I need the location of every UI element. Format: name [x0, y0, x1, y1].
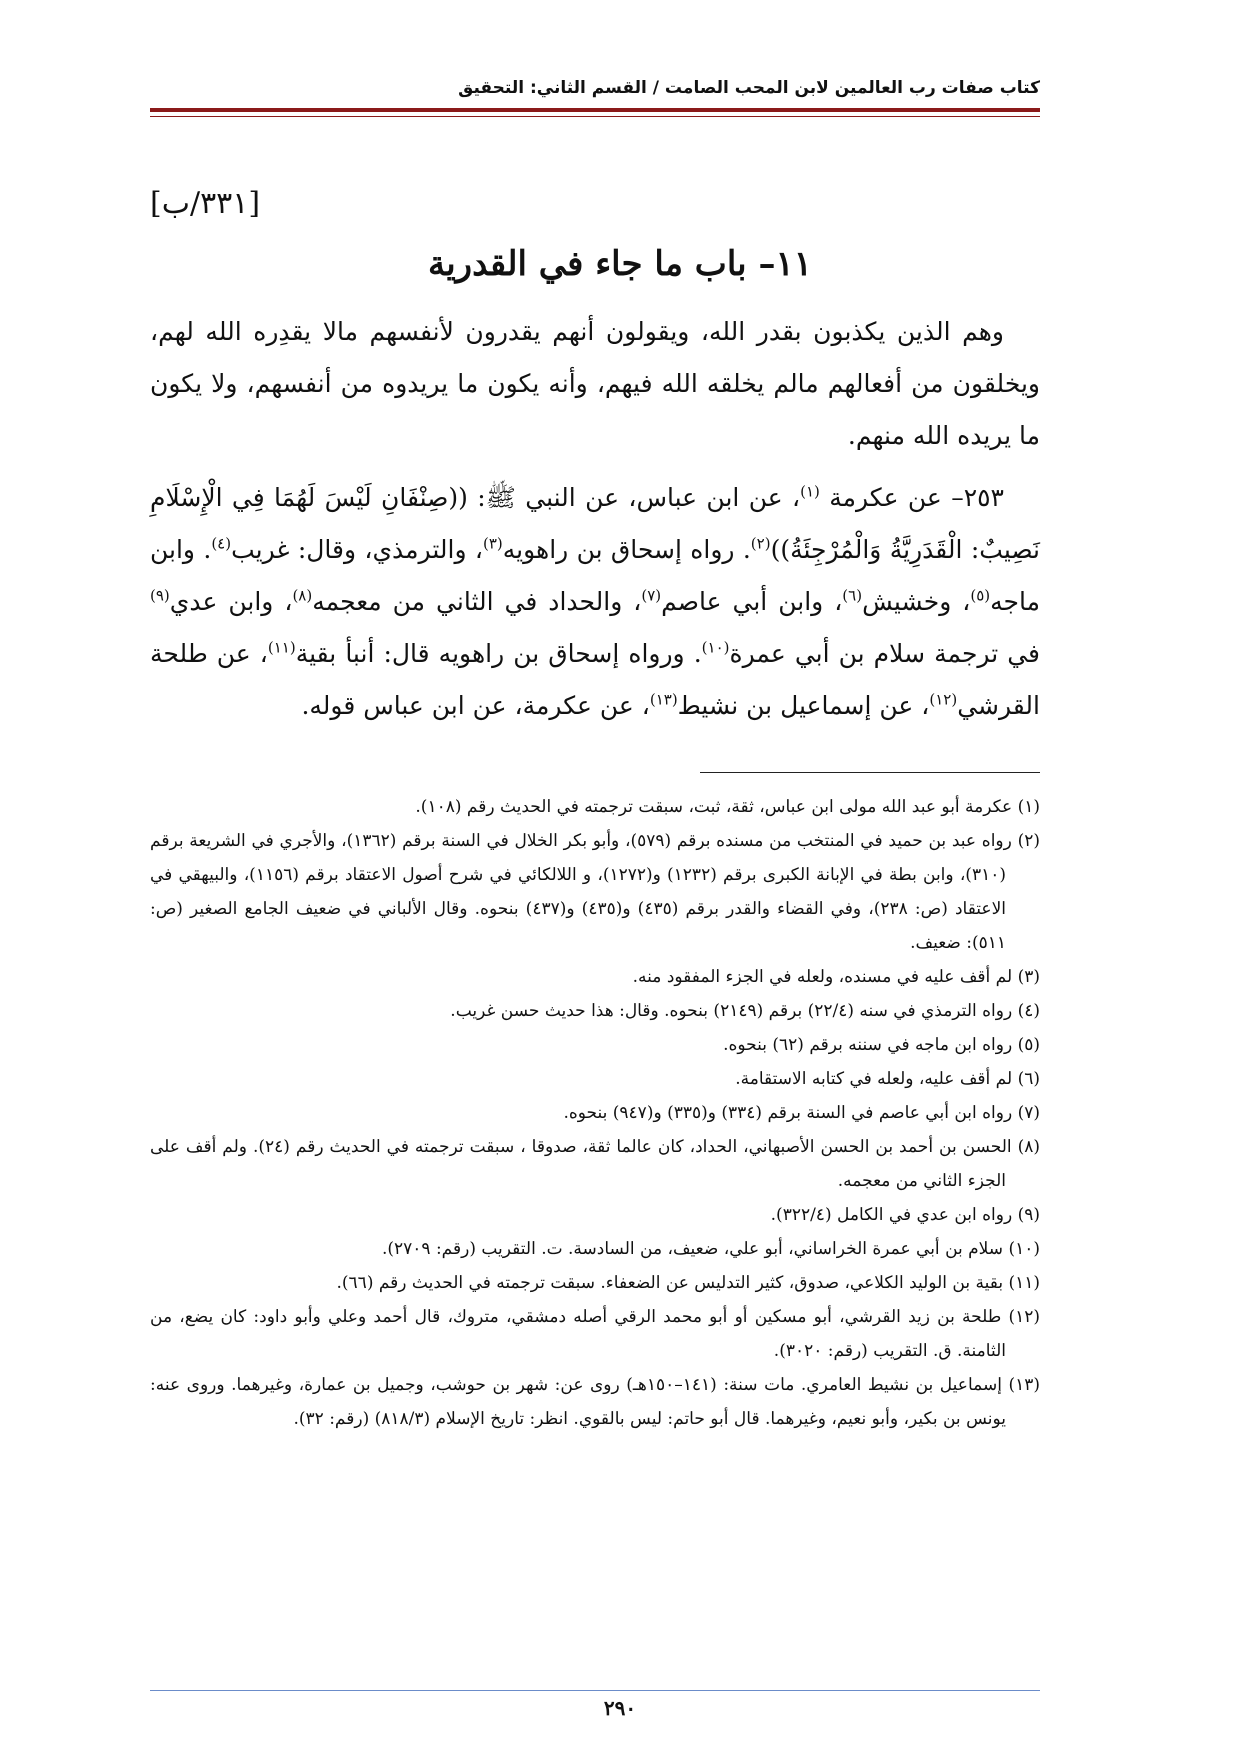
- running-header: كتاب صفات رب العالمين لابن المحب الصامت / القسم الثاني: التحقيق: [458, 78, 1040, 98]
- footnote-marker[interactable]: (٨): [292, 586, 313, 605]
- header-rule: [150, 108, 1040, 112]
- footnote-marker[interactable]: (٦): [842, 586, 863, 605]
- footnote: (٣) لم أقف عليه في مسنده، ولعله في الجزء المفقود منه.: [632, 967, 1040, 987]
- footnotes: [150, 790, 1040, 1436]
- hadith-text: ، عن طلحة القرشي: [150, 639, 1040, 720]
- footnote: (١٢) طلحة بن زيد القرشي، أبو مسكين أو أبو محمد الرقي أصله دمشقي، متروك، قال أحمد وعلي وأبو داود: كان يضع، من الثامنة. ق. التقريب (رقم: ٣٠٢٠).: [150, 1307, 1040, 1361]
- header-rule-thin: [150, 116, 1040, 117]
- footnote: (٦) لم أقف عليه، ولعله في كتابه الاستقامة.: [735, 1069, 1040, 1089]
- footnote: (١٠) سلام بن أبي عمرة الخراساني، أبو علي، ضعيف، من السادسة. ت. التقريب (رقم: ٢٧٠٩).: [381, 1239, 1040, 1259]
- hadith-text: ، وابن أبي عاصم: [661, 587, 843, 616]
- hadith-paragraph: [150, 472, 1040, 732]
- footnote-marker[interactable]: (٧): [641, 586, 662, 605]
- footnote-marker[interactable]: (٤): [211, 534, 232, 553]
- footnote-marker[interactable]: (٢): [750, 534, 771, 553]
- hadith-text: ، عن إسماعيل بن نشيط: [677, 691, 930, 720]
- page-number: ٢٩٠: [603, 1696, 637, 1720]
- hadith-text: . وابن ماجه: [150, 535, 1041, 616]
- hadith-text: . رواه إسحاق بن راهويه: [502, 535, 751, 564]
- hadith-text: . ورواه إسحاق بن راهويه قال: أنبأ بقية: [295, 639, 702, 668]
- footnote-marker[interactable]: (١٢): [929, 690, 958, 709]
- manuscript-folio-reference: [٣٣١/ب]: [150, 186, 261, 221]
- chapter-title: ١١– باب ما جاء في القدرية: [427, 244, 813, 284]
- footnote-marker[interactable]: (٣): [482, 534, 503, 553]
- footnote: (٩) رواه ابن عدي في الكامل (٣٢٢/٤).: [770, 1205, 1040, 1225]
- footnote: (٧) رواه ابن أبي عاصم في السنة برقم (٣٣٤) و(٣٣٥) و(٩٤٧) بنحوه.: [563, 1103, 1040, 1123]
- hadith-text: ، وابن عدي: [169, 587, 293, 616]
- hadith-text: ، والحداد في الثاني من معجمه: [312, 587, 642, 616]
- footnote-marker[interactable]: (١٠): [701, 638, 730, 657]
- footnote-marker[interactable]: (٩): [150, 586, 170, 605]
- hadith-text: ، والترمذي، وقال: غريب: [231, 535, 483, 564]
- footnote: (٤) رواه الترمذي في سنه (٢٢/٤) برقم (٢١٤٩) بنحوه. وقال: هذا حديث حسن غريب.: [450, 1001, 1040, 1021]
- footer-rule: [150, 1690, 1040, 1691]
- footnote: (١) عكرمة أبو عبد الله مولى ابن عباس، ثقة، ثبت، سبقت ترجمته في الحديث رقم (١٠٨).: [415, 797, 1040, 817]
- hadith-text: ، عن عكرمة، عن ابن عباس قوله.: [301, 691, 650, 720]
- hadith-text: في ترجمة سلام بن أبي عمرة: [729, 639, 1041, 668]
- footnote-marker[interactable]: (٥): [970, 586, 991, 605]
- hadith-text: ، عن ابن عباس، عن النبي ﷺ: ((صِنْفَانِ لَيْسَ لَهُمَا فِي الْإِسْلَامِ نَصِيبٌ: الْقَدَرِيَّةُ وَالْمُرْجِئَةُ)): [150, 483, 1040, 564]
- footnote: (٨) الحسن بن أحمد بن الحسن الأصبهاني، الحداد، كان عالما ثقة، صدوقا ، سبقت ترجمته في الحديث رقم (٢٤). ولم أقف على الجزء الثاني من معجمه.: [150, 1137, 1040, 1191]
- intro-paragraph: وهم الذين يكذبون بقدر الله، ويقولون أنهم يقدرون لأنفسهم مالا يقدِره الله لهم، ويخلقون من أفعالهم مالم يخلقه الله فيهم، وأنه يكون ما يريدوه من أنفسهم، ولا يكون ما يريده الله منهم.: [150, 317, 1040, 450]
- hadith-text: ، وخشيش: [862, 587, 971, 616]
- footnote-marker[interactable]: (١٣): [649, 690, 678, 709]
- footnote: (٢) رواه عبد بن حميد في المنتخب من مسنده برقم (٥٧٩)، وأبو بكر الخلال في السنة برقم (١٣٦٢)، والأجري في الشريعة برقم (٣١٠)، وابن بطة في الإبانة الكبرى برقم (١٢٣٢) و(١٢٧٢)، و اللالكائي في شرح أصول الاعتقاد برقم (١١٥٦)، والبيهقي في الاعتقاد (ص: ٢٣٨)، وفي القضاء والقدر برقم (٤٣٥) و(٤٣٥) و(٤٣٧) بنحوه. وقال الألباني في ضعيف الجامع الصغير (ص: ٥١١): ضعيف.: [150, 831, 1040, 953]
- footnote-marker[interactable]: (١): [800, 482, 820, 501]
- footnote: (٥) رواه ابن ماجه في سننه برقم (٦٢) بنحوه.: [723, 1035, 1040, 1055]
- footnote: (١٣) إسماعيل بن نشيط العامري. مات سنة: (١٤١–١٥٠هـ) روى عن: شهر بن حوشب، وجميل بن عمارة، وغيرهما. وروى عنه: يونس بن بكير، وأبو نعيم، وغيرهما. قال أبو حاتم: ليس بالقوي. انظر: تاريخ الإسلام (٨١٨/٣) (رقم: ٣٢).: [150, 1375, 1040, 1429]
- hadith-text: ٢٥٣– عن عكرمة: [819, 483, 1004, 512]
- footnote-separator: [700, 772, 1040, 773]
- main-text: [150, 306, 1040, 732]
- footnote-marker[interactable]: (١١): [267, 638, 296, 657]
- footnote: (١١) بقية بن الوليد الكلاعي، صدوق، كثير التدليس عن الضعفاء. سبقت ترجمته في الحديث رقم (٦٦).: [336, 1273, 1040, 1293]
